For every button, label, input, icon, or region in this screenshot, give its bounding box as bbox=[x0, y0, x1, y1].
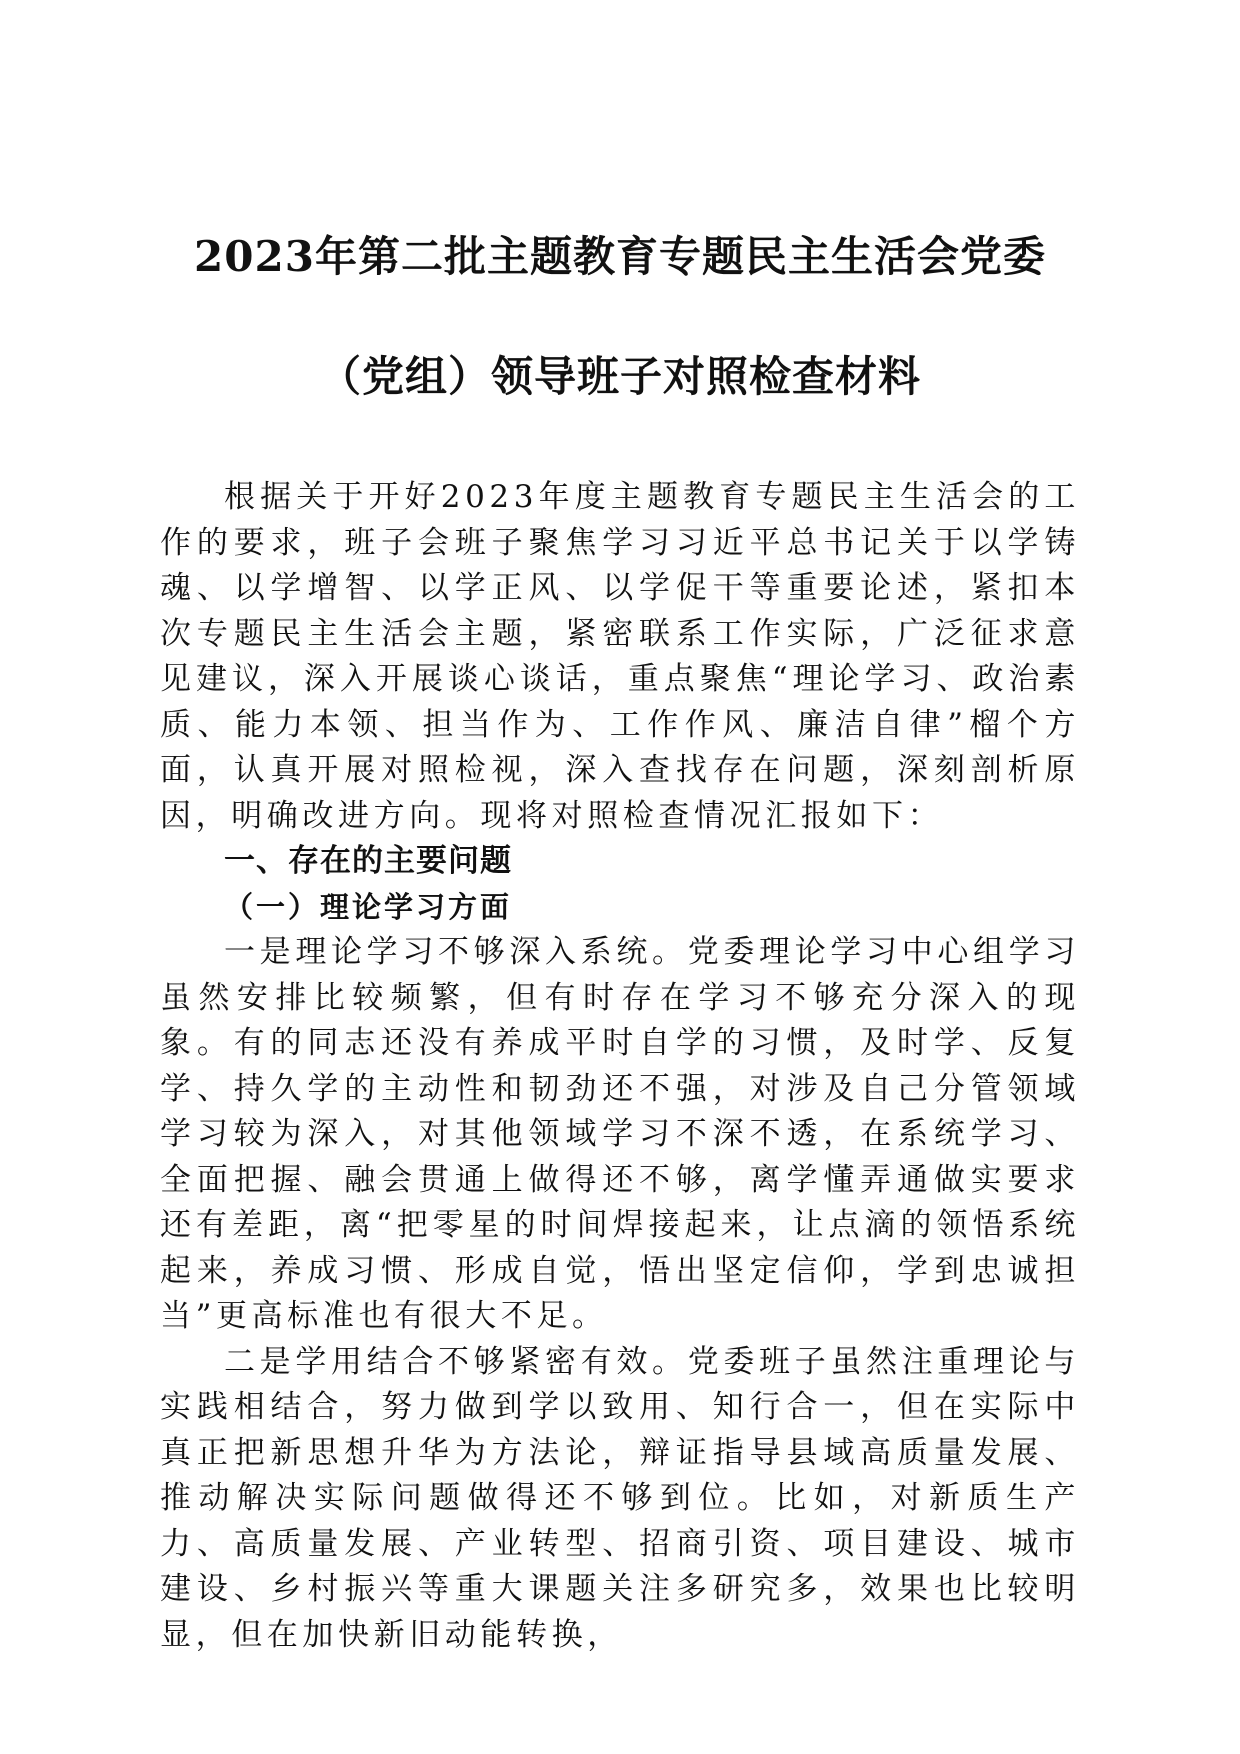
body-paragraph-1: 一是理论学习不够深入系统。党委理论学习中心组学习虽然安排比较频繁，但有时存在学习不够充分深入的现象。有的同志还没有养成平时自学的习惯，及时学、反复学、持久学的主动性和韧劲还不强，对涉及自己分管领域学习较为深入，对其他领域学习不深不透，在系统学习、全面把握、融会贯通上做得还不够，离学懂弄通做实要求还有差距，离“把零星的时间焊接起来，让点滴的领悟系统起来，养成习惯、形成自觉，悟出坚定信仰，学到忠诚担当”更高标准也有很大不足。 bbox=[160, 934, 1080, 1334]
body-paragraph-2: 二是学用结合不够紧密有效。党委班子虽然注重理论与实践相结合，努力做到学以致用、知行合一，但在实际中真正把新思想升华为方法论，辩证指导县域高质量发展、推动解决实际问题做得还不够到位。比如，对新质生产力、高质量发展、产业转型、招商引资、项目建设、城市建设、乡村振兴等重大课题关注多研究多，效果也比较明显，但在加快新旧动能转换， bbox=[160, 1343, 1080, 1653]
document-title-line-1: 2023年第二批主题教育专题民主生活会党委 bbox=[194, 232, 1046, 281]
document-body bbox=[160, 475, 1080, 1658]
document-title-line-2: （党组）领导班子对照检查材料 bbox=[318, 352, 921, 401]
subsection-heading-1: （一）理论学习方面 bbox=[224, 889, 513, 924]
intro-paragraph: 根据关于开好2023年度主题教育专题民主生活会的工作的要求，班子会班子聚焦学习习近平总书记关于以学铸魂、以学增智、以学正风、以学促干等重要论述，紧扣本次专题民主生活会主题，紧密联系工作实际，广泛征求意见建议，深入开展谈心谈话，重点聚焦“理论学习、政治素质、能力本领、担当作为、工作作风、廉洁自律”榴个方面，认真开展对照检视，深入查找存在问题，深刻剖析原因，明确改进方向。现将对照检查情况汇报如下： bbox=[160, 479, 1080, 834]
section-heading-1: 一、存在的主要问题 bbox=[224, 843, 512, 879]
